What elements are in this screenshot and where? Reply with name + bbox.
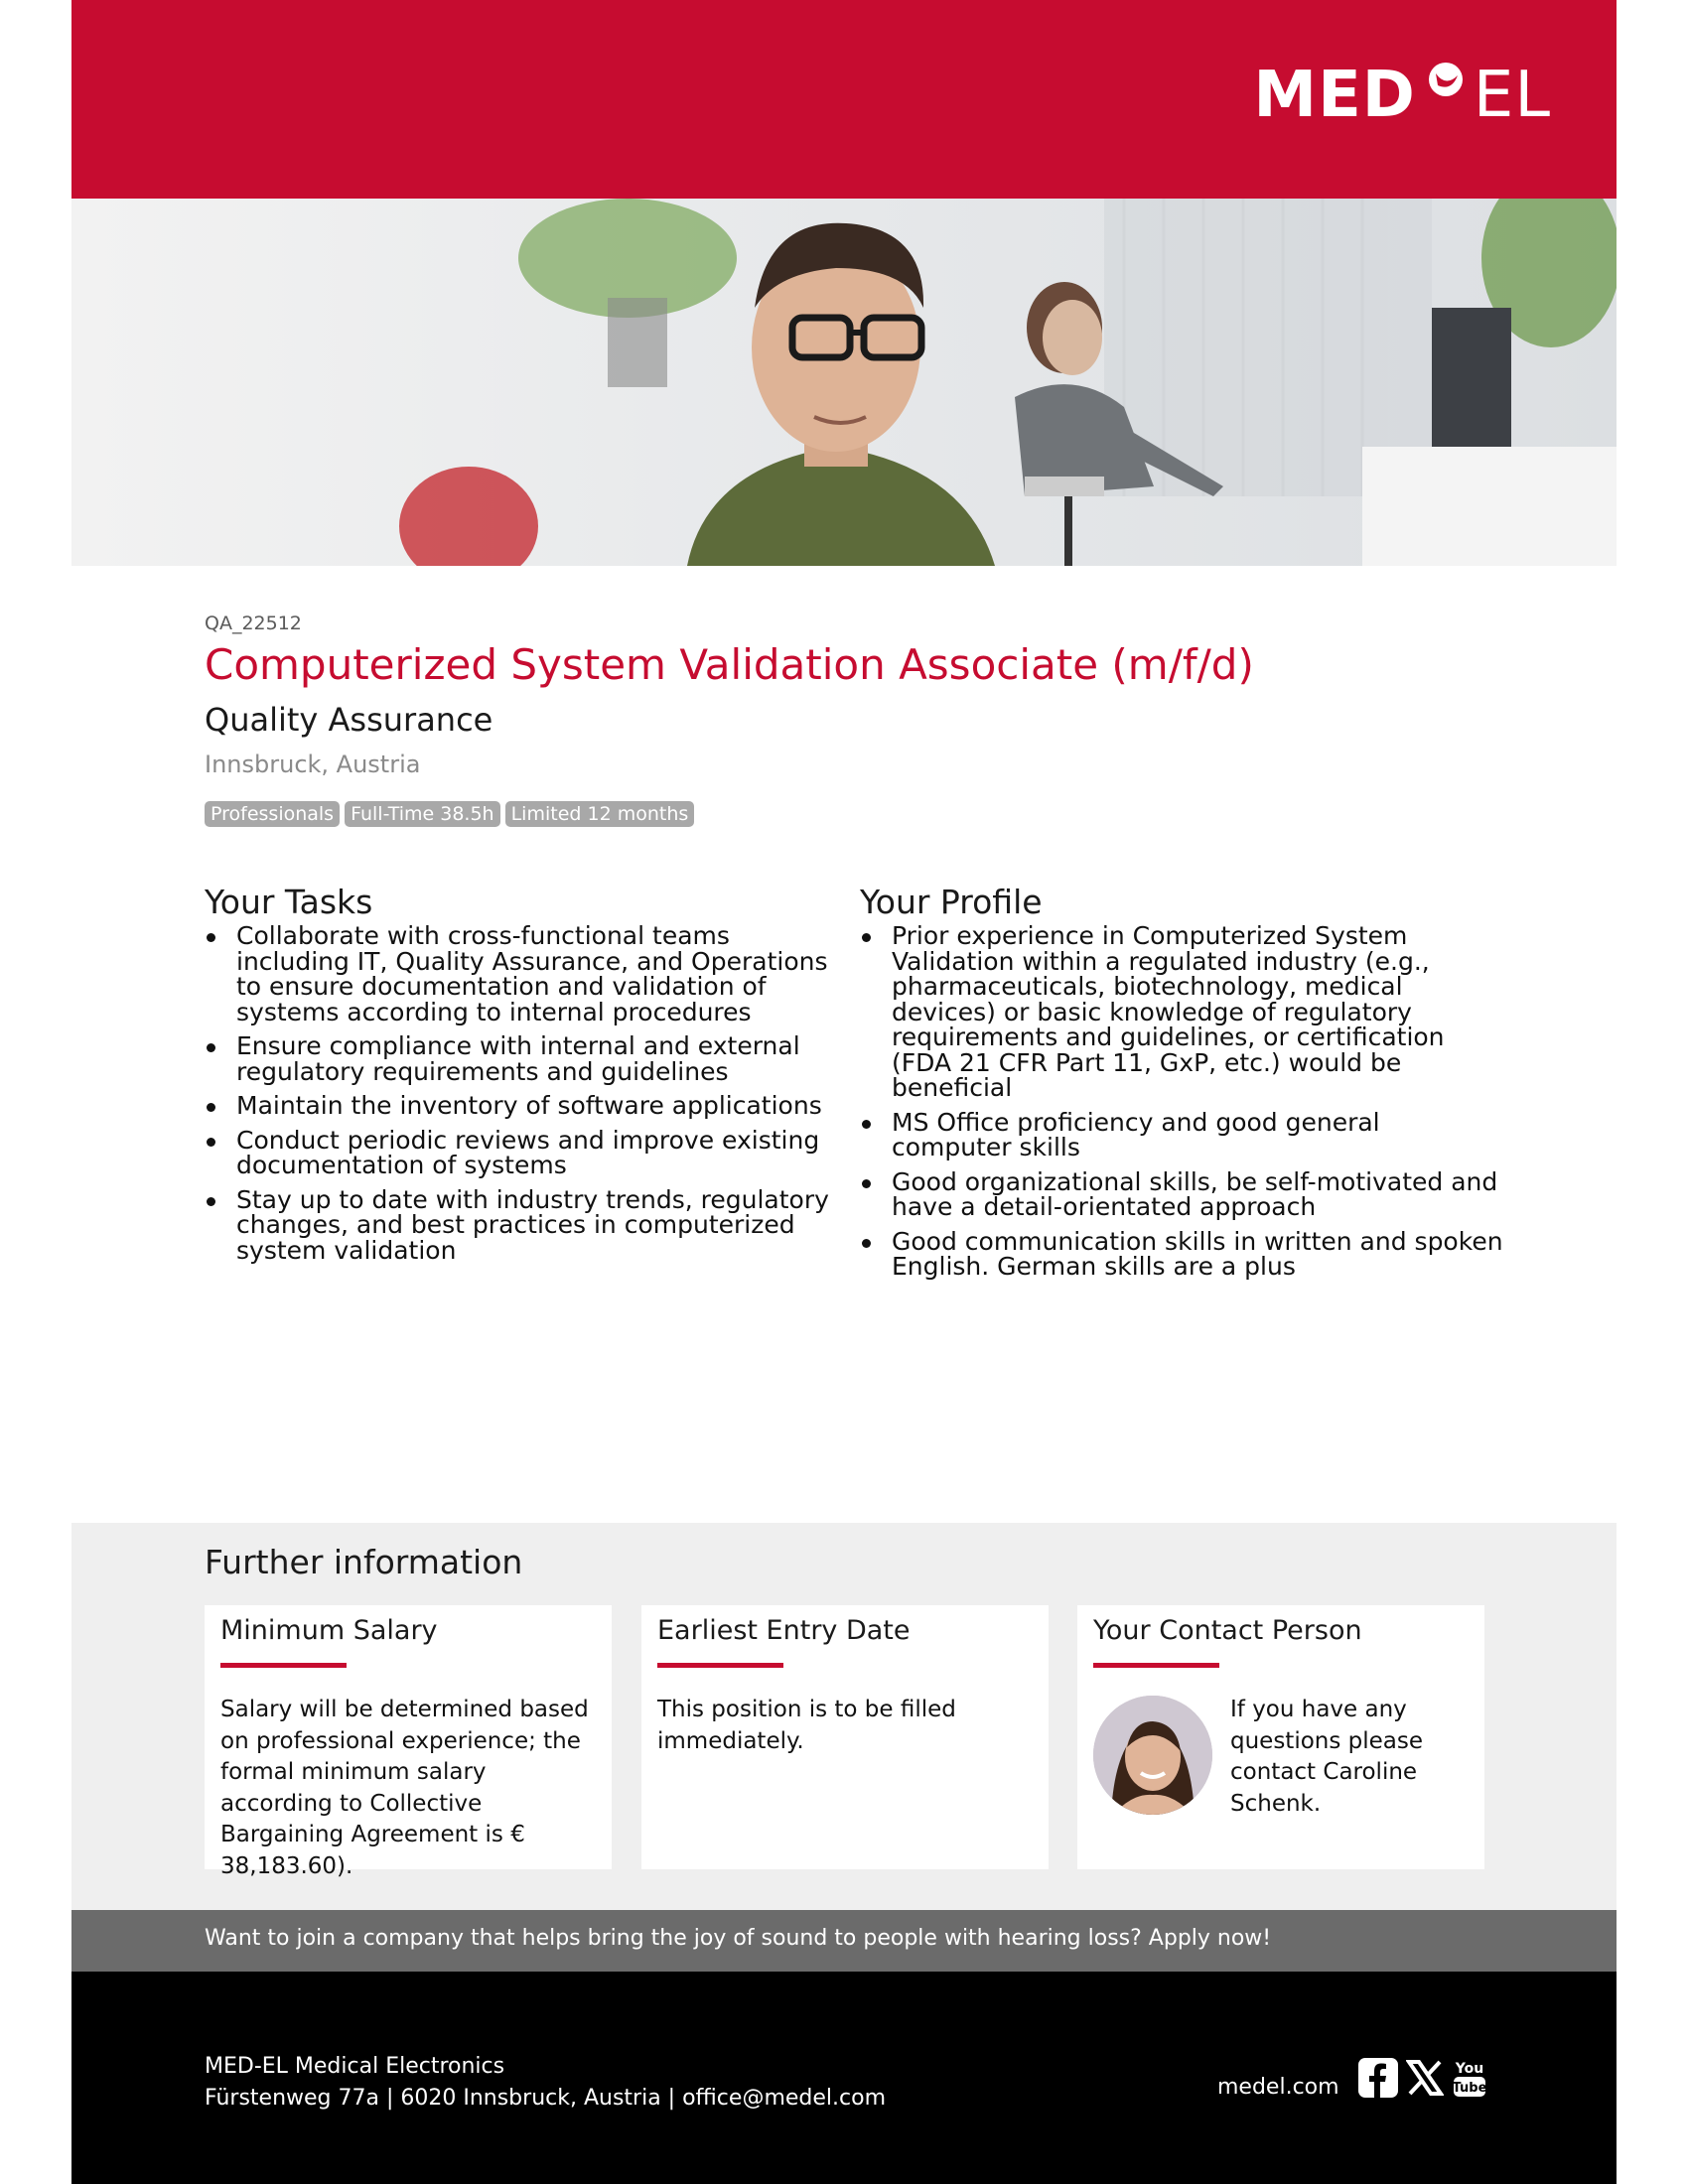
entry-date-card xyxy=(641,1605,1049,1869)
svg-text:You: You xyxy=(1455,2061,1484,2077)
tasks-list xyxy=(205,923,830,1263)
contact-card xyxy=(1077,1605,1484,1869)
profile-list xyxy=(860,923,1505,1280)
company-name: MED-EL Medical Electronics xyxy=(205,2054,505,2079)
card-divider xyxy=(657,1663,783,1668)
job-posting-page xyxy=(71,0,1617,2184)
list-item: Prior experience in Computerized System Validation within a regulated industry (e.g., pharmaceuticals, biotechnology, medical devices) or basic knowledge of regulatory requirements and guidelines, or certification (FDA 21 CFR Part 11, GxP, etc.) would be beneficial xyxy=(860,923,1505,1101)
list-item: Ensure compliance with internal and external regulatory requirements and guidelines xyxy=(205,1033,830,1084)
contact-avatar xyxy=(1093,1696,1212,1815)
facebook-icon[interactable] xyxy=(1358,2058,1398,2098)
medel-logo xyxy=(1253,60,1551,131)
card-divider xyxy=(220,1663,347,1668)
tasks-section xyxy=(205,882,830,1272)
job-tags xyxy=(205,801,694,827)
svg-text:Tube: Tube xyxy=(1452,2081,1487,2096)
salary-card xyxy=(205,1605,612,1879)
header-banner xyxy=(71,0,1617,199)
profile-heading: Your Profile xyxy=(860,883,1043,921)
list-item: MS Office proficiency and good general computer skills xyxy=(860,1110,1505,1160)
office-photo-image xyxy=(71,199,1617,566)
salary-card-body: Salary will be determined based on professional experience; the formal minimum salary according to Collective Bargaining Agreement is € 38,183.60). xyxy=(220,1697,589,1879)
apply-text: Want to join a company that helps bring the joy of sound to people with hearing loss? Apply now! xyxy=(205,1926,1272,1951)
hero-photo xyxy=(71,199,1617,566)
department: Quality Assurance xyxy=(205,701,493,739)
list-item: Maintain the inventory of software applications xyxy=(205,1093,830,1119)
list-item: Good communication skills in written and spoken English. German skills are a plus xyxy=(860,1229,1505,1280)
profile-section xyxy=(860,882,1505,1289)
list-item: Conduct periodic reviews and improve existing documentation of systems xyxy=(205,1128,830,1178)
x-icon[interactable] xyxy=(1406,2059,1444,2097)
logo-text-med: MED xyxy=(1253,59,1416,132)
tag-level: Professionals xyxy=(205,801,340,827)
tasks-heading: Your Tasks xyxy=(205,883,373,921)
footer xyxy=(71,1972,1617,2184)
website-link[interactable]: medel.com xyxy=(1217,2075,1339,2100)
location: Innsbruck, Austria xyxy=(205,751,421,778)
job-id: QA_22512 xyxy=(205,613,302,634)
salary-card-title: Minimum Salary xyxy=(220,1615,438,1646)
contact-card-title: Your Contact Person xyxy=(1093,1615,1362,1646)
tag-hours: Full-Time 38.5h xyxy=(345,801,500,827)
contact-card-body: If you have any questions please contact Caroline Schenk. xyxy=(1230,1697,1424,1817)
list-item: Good organizational skills, be self-motivated and have a detail-orientated approach xyxy=(860,1169,1505,1220)
social-links xyxy=(1358,2057,1487,2099)
list-item: Stay up to date with industry trends, regulatory changes, and best practices in computerized system validation xyxy=(205,1187,830,1264)
youtube-icon[interactable] xyxy=(1452,2057,1487,2099)
logo-mark-icon xyxy=(1424,60,1468,131)
entry-date-card-title: Earliest Entry Date xyxy=(657,1615,911,1646)
further-information-section xyxy=(71,1523,1617,1910)
job-title: Computerized System Validation Associate (m/f/d) xyxy=(205,640,1254,689)
apply-bar xyxy=(71,1910,1617,1972)
list-item: Collaborate with cross-functional teams including IT, Quality Assurance, and Operations to ensure documentation and validation of systems according to internal procedures xyxy=(205,923,830,1024)
tag-duration: Limited 12 months xyxy=(505,801,695,827)
entry-date-card-body: This position is to be filled immediately. xyxy=(657,1697,956,1754)
further-heading: Further information xyxy=(205,1543,523,1581)
company-address: Fürstenweg 77a | 6020 Innsbruck, Austria | office@medel.com xyxy=(205,2086,886,2111)
card-divider xyxy=(1093,1663,1219,1668)
logo-text-el: EL xyxy=(1473,59,1551,132)
